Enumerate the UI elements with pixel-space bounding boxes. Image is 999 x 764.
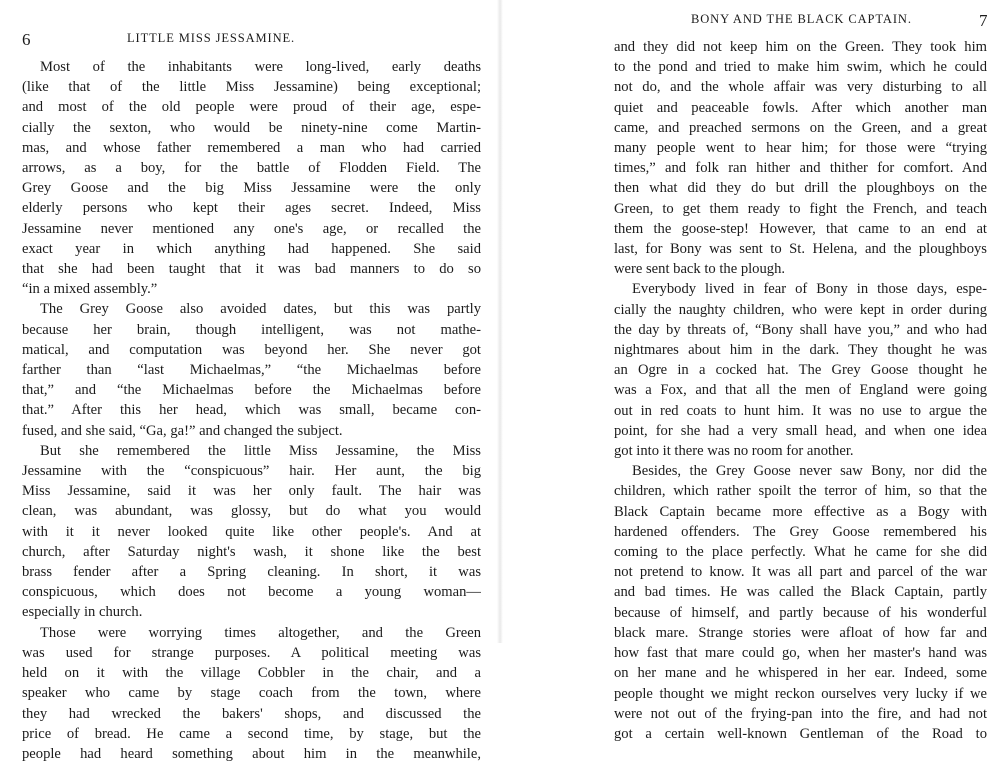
text-line: that.” After this her head, which was small, became con- bbox=[22, 402, 481, 419]
text-line: hardened offenders. The Grey Goose remembered his bbox=[614, 523, 987, 540]
text-line: black mare. Strange stories were afloat of how far and bbox=[614, 624, 987, 641]
running-head: LITTLE MISS JESSAMINE. bbox=[127, 31, 296, 45]
text-line: speaker who came by stage coach from the town, where bbox=[22, 685, 481, 702]
text-line: matical, and computation was beyond her. She never got bbox=[22, 341, 481, 358]
text-line: held on it with the village Cobbler in the chair, and a bbox=[22, 665, 481, 682]
text-line: was a Fox, and that all the men of England were going bbox=[614, 382, 987, 399]
text-line: not pretend to know. It was all part and parcel of the war bbox=[614, 564, 987, 581]
text-line: people had heard something about him in the meanwhile, bbox=[22, 745, 481, 762]
text-line: Most of the inhabitants were long-lived, early deaths bbox=[40, 59, 481, 75]
text-line: Those were worrying times altogether, and the Green bbox=[40, 624, 481, 641]
text-line: to the pond and tried to make him swim, which he could bbox=[614, 59, 987, 76]
text-line: came, and preached sermons on the Green, and a great bbox=[614, 119, 987, 136]
text-line: Jessamine with the “conspicuous” hair. Her aunt, the big bbox=[22, 463, 481, 480]
text-line: conspicuous, which does not become a young woman— bbox=[22, 584, 481, 601]
text-line: point, for she had a very small head, and when one idea bbox=[614, 422, 987, 439]
text-line: the day by threats of, “Bony shall have you,” and who had bbox=[614, 321, 987, 338]
text-line: that she had been taught that it was bad manners to do so bbox=[22, 261, 481, 278]
text-line: was used for strange purposes. A political meeting was bbox=[22, 644, 481, 661]
right-page bbox=[500, 0, 999, 742]
page-number: 6 bbox=[22, 30, 31, 49]
text-line: cially the sexton, who would be ninety-nine come Martin- bbox=[22, 119, 481, 136]
text-line: got a certain well-known Gentleman of the Road to bbox=[614, 725, 987, 742]
text-line: were not out of the frying-pan into the fire, and had not bbox=[614, 705, 987, 722]
text-line: many people went to hear him; for those were “trying bbox=[614, 140, 987, 157]
text-line: were sent back to the plough. bbox=[614, 261, 786, 278]
text-line: they had wrecked the bakers' shops, and discussed the bbox=[22, 705, 481, 722]
text-line: price of bread. He came a second time, by stage, but the bbox=[22, 725, 481, 742]
page-body-text bbox=[22, 57, 481, 764]
text-line: how fast that mare could go, when her master's hand was bbox=[614, 645, 987, 662]
text-line: and they did not keep him on the Green. They took him bbox=[614, 39, 987, 55]
text-line: people thought we might reckon ourselves very lucky if we bbox=[614, 685, 987, 702]
text-line: church, after Saturday night's wash, it shone like the best bbox=[22, 543, 481, 560]
text-line: Jessamine never mentioned any one's age, or recalled the bbox=[22, 220, 481, 237]
text-line: then what did they do but drill the ploughboys on the bbox=[614, 180, 987, 197]
text-line: But she remembered the little Miss Jessamine, the Miss bbox=[40, 442, 481, 459]
text-line: (like that of the little Miss Jessamine) being exceptional; bbox=[22, 79, 481, 96]
text-line: Grey Goose and the big Miss Jessamine were the only bbox=[22, 180, 481, 197]
text-line: fused, and she said, “Ga, ga!” and changed the subject. bbox=[22, 422, 343, 439]
text-line: got into it there was no room for another. bbox=[614, 443, 854, 460]
left-page bbox=[0, 0, 500, 762]
text-line: brass fender after a Spring cleaning. In short, it was bbox=[22, 564, 481, 581]
text-line: an Ogre in a cocked hat. The Grey Goose thought he bbox=[614, 362, 987, 379]
text-line: Miss Jessamine, said it was her only fault. The hair was bbox=[22, 483, 481, 500]
text-line: children, which rather spoilt the terror of him, so that the bbox=[614, 483, 987, 500]
text-line: The Grey Goose also avoided dates, but this was partly bbox=[40, 301, 481, 318]
page-number: 7 bbox=[979, 11, 988, 30]
page-body-text bbox=[614, 37, 987, 744]
text-line: “in a mixed assembly.” bbox=[22, 281, 158, 298]
text-line: out in red coats to hunt him. It was no use to argue the bbox=[614, 402, 987, 419]
text-line: mas, and whose father remembered a man who had carried bbox=[22, 139, 481, 156]
text-line: arrows, as a boy, for the battle of Flodden Field. The bbox=[22, 160, 481, 177]
text-line: not do, and the whole affair was very disturbing to all bbox=[614, 79, 987, 96]
text-line: clean, was abundant, was glossy, but do what you would bbox=[22, 503, 481, 520]
text-line: Everybody lived in fear of Bony in those days, espe- bbox=[632, 281, 987, 298]
text-line: on her mane and he whispered in her ear. Indeed, some bbox=[614, 665, 987, 682]
text-line: that,” and “the Michaelmas before the Michaelmas before bbox=[22, 382, 481, 399]
text-line: them the goose-step! However, that came to an end at bbox=[614, 220, 987, 237]
text-line: with it it never looked quite like other people's. And at bbox=[22, 523, 481, 540]
text-line: Green, to get them ready to fight the French, and teach bbox=[614, 200, 987, 217]
text-line: because her brain, though intelligent, was not mathe- bbox=[22, 321, 481, 338]
text-line: times,” and folk ran hither and thither for comfort. And bbox=[614, 160, 987, 177]
text-line: and bad times. He was called the Black Captain, partly bbox=[614, 584, 987, 601]
text-line: last, for Bony was sent to St. Helena, and the ploughboys bbox=[614, 241, 987, 258]
text-line: because of himself, and partly because of his wonderful bbox=[614, 604, 987, 621]
text-line: and most of the old people were proud of their age, espe- bbox=[22, 99, 481, 116]
text-line: farther than “last Michaelmas,” “the Michaelmas before bbox=[22, 362, 481, 379]
text-line: quiet and peaceable fowls. After which another man bbox=[614, 99, 987, 116]
text-line: coming to the place perfectly. What he came for she did bbox=[614, 544, 987, 561]
text-line: exact year in which anything had happened. She said bbox=[22, 240, 481, 257]
running-head: BONY AND THE BLACK CAPTAIN. bbox=[691, 12, 912, 26]
text-line: especially in church. bbox=[22, 604, 143, 621]
text-line: cially the naughty children, who were kept in order during bbox=[614, 301, 987, 318]
text-line: Black Captain became more effective as a Bogy with bbox=[614, 503, 987, 520]
text-line: Besides, the Grey Goose never saw Bony, nor did the bbox=[632, 463, 987, 480]
text-line: elderly persons who kept their ages secret. Indeed, Miss bbox=[22, 200, 481, 217]
text-line: nightmares about him in the dark. They thought he was bbox=[614, 342, 987, 359]
